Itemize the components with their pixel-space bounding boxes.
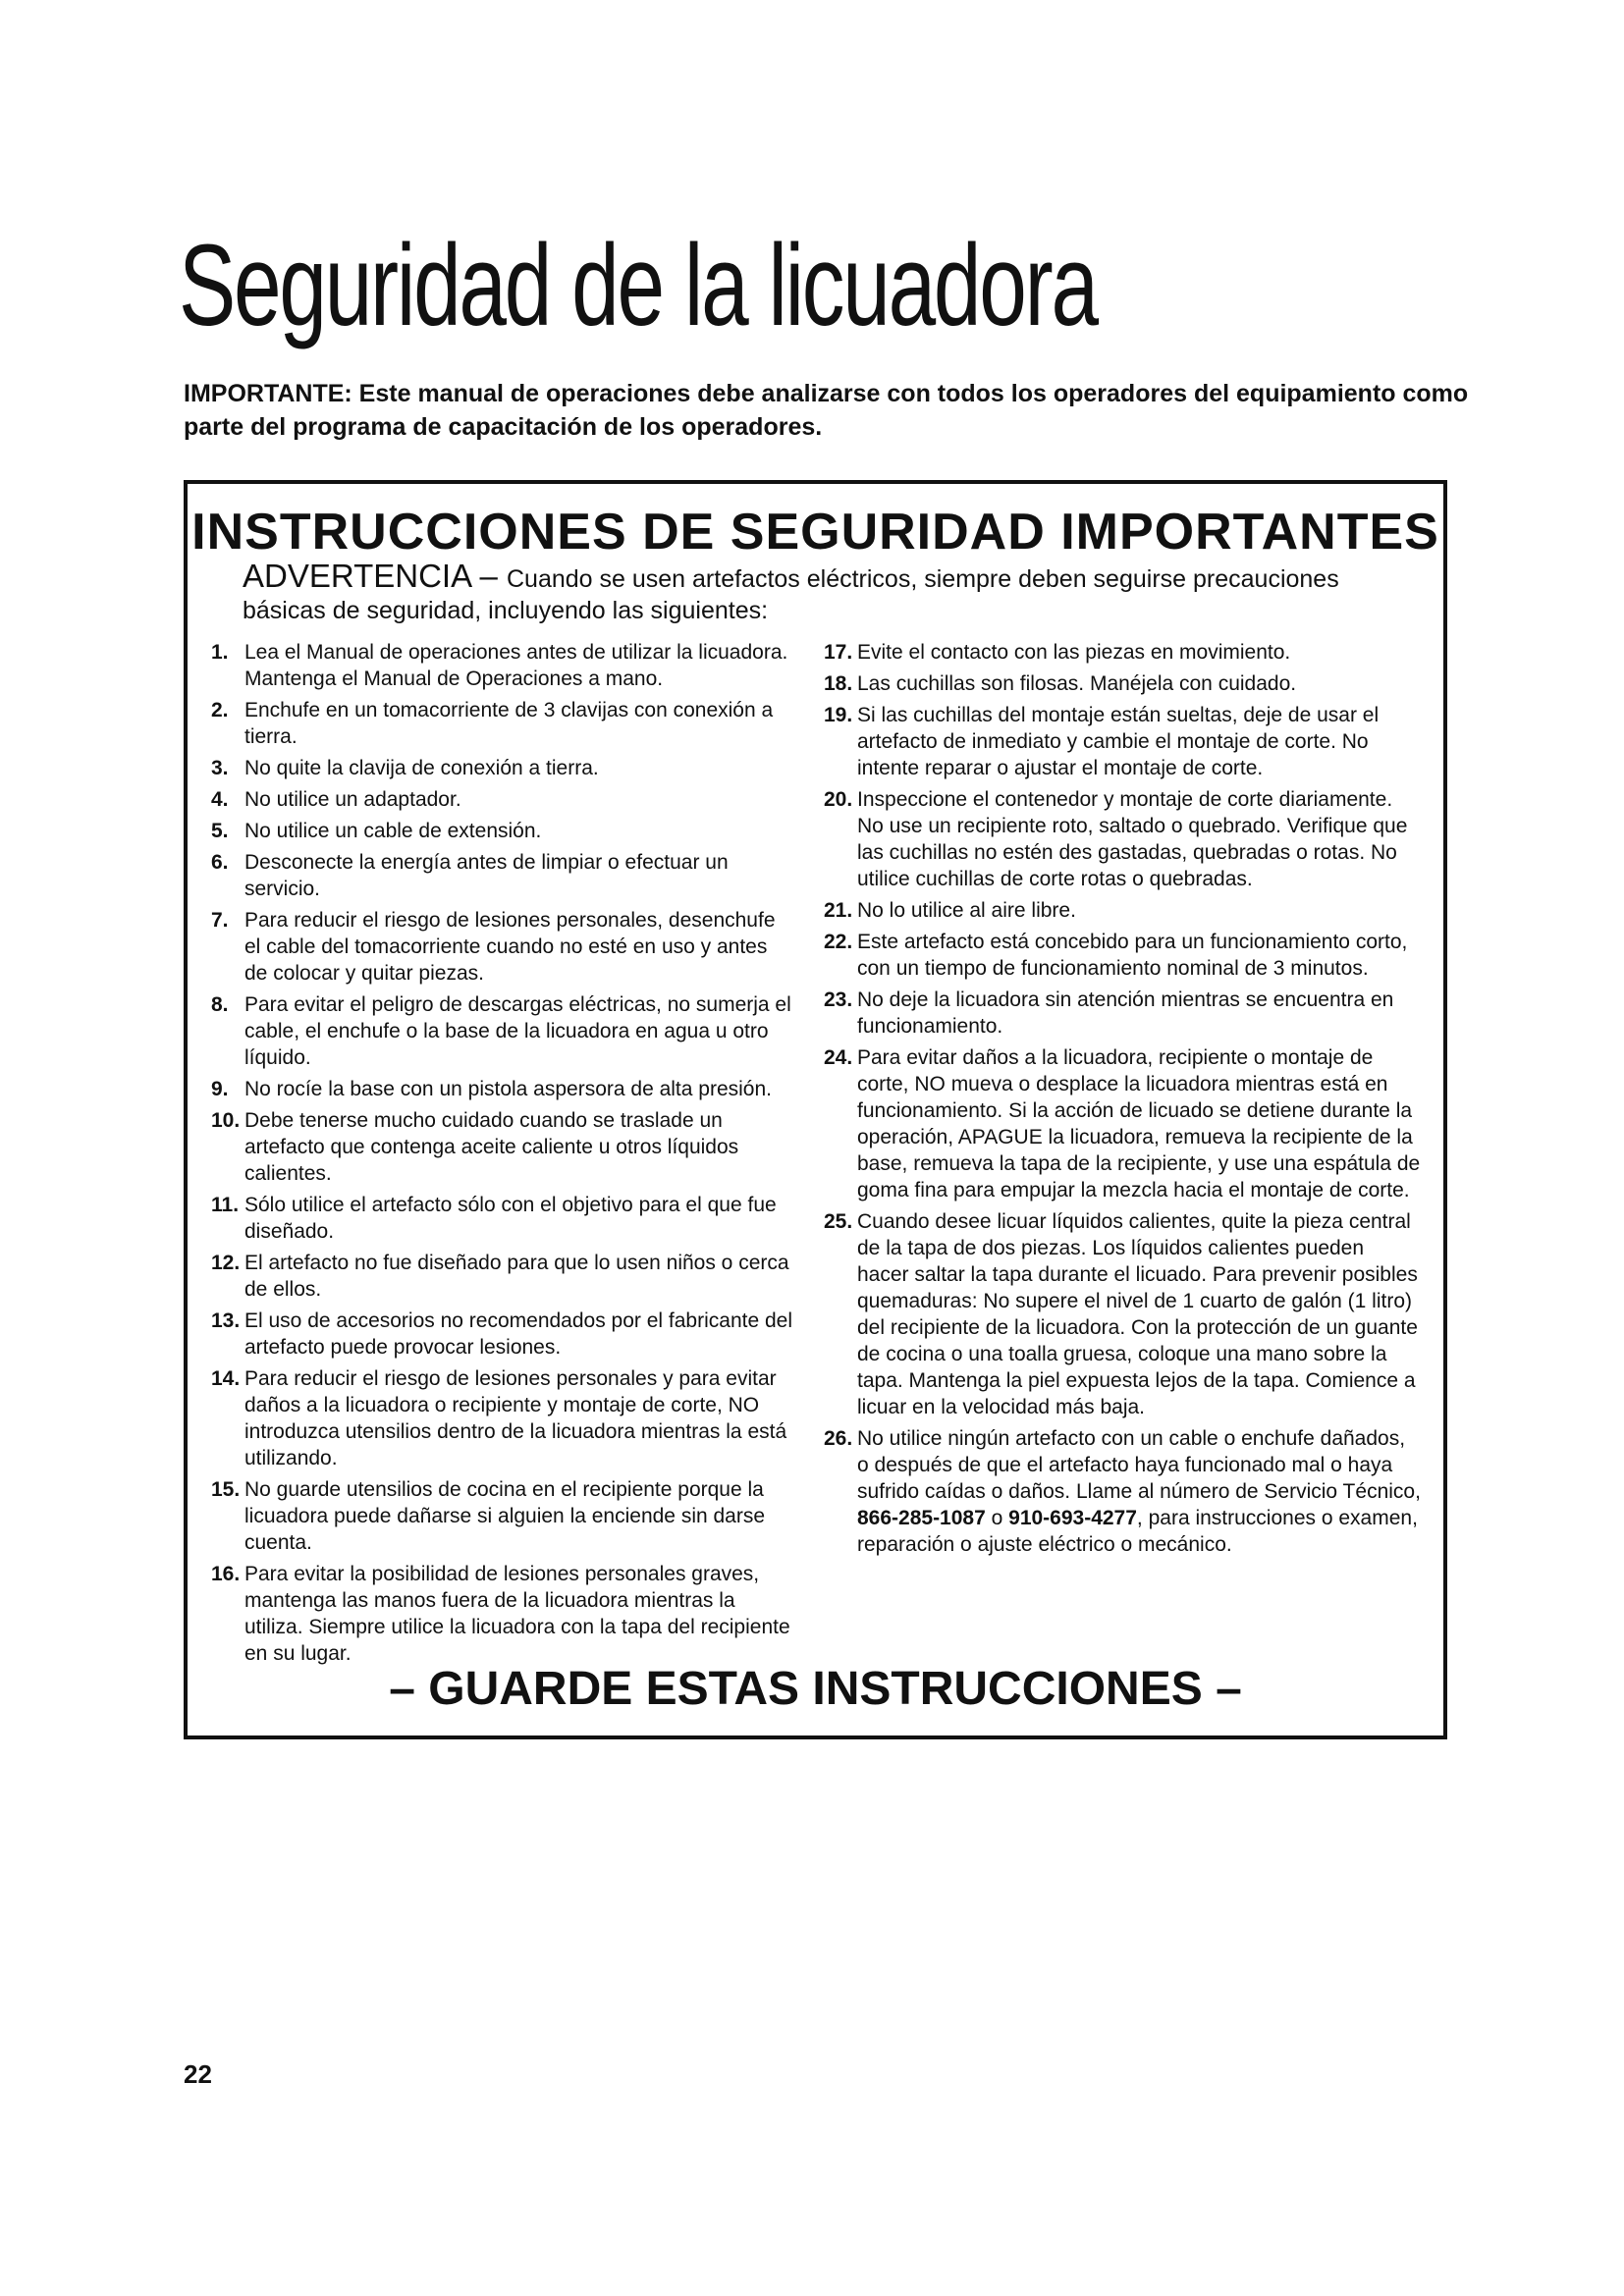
instruction-item [211, 849, 792, 902]
instruction-text [857, 1425, 1421, 1558]
instruction-number: 6. [211, 851, 229, 874]
instruction-item [211, 1365, 792, 1471]
instruction-number: 21. [824, 899, 853, 922]
instruction-number: 8. [211, 993, 229, 1016]
instruction-text: El uso de accesorios no recomendados por el fabricante del artefacto puede provocar lesiones. [244, 1309, 792, 1359]
instruction-text: Para reducir el riesgo de lesiones personales y para evitar daños a la licuadora o recipiente y montaje de corte, NO introduzca utensilios dentro de la licuadora mientras la está utilizando. [244, 1367, 787, 1469]
instruction-number: 15. [211, 1478, 241, 1501]
instruction-number: 7. [211, 909, 229, 932]
instruction-item [211, 1561, 792, 1667]
instruction-text: Desconecte la energía antes de limpiar o efectuar un servicio. [244, 851, 729, 900]
save-instructions-footer: – GUARDE ESTAS INSTRUCCIONES – [389, 1663, 1242, 1715]
instruction-text-part: No utilice ningún artefacto con un cable o enchufe dañados, o después de que el artefacto haya funcionado mal o haya sufrido caídas o daños. Llame al número de Servicio Técnico, [857, 1427, 1421, 1503]
instruction-text: No deje la licuadora sin atención mientras se encuentra en funcionamiento. [857, 988, 1394, 1038]
instruction-item [824, 1425, 1421, 1558]
instruction-number: 18. [824, 672, 853, 695]
service-phone-1: 866-285-1087 [857, 1507, 986, 1529]
instruction-number: 25. [824, 1210, 853, 1233]
instruction-item [211, 991, 792, 1071]
instruction-text: Enchufe en un tomacorriente de 3 clavijas con conexión a tierra. [244, 699, 774, 748]
page-title: Seguridad de la licuadora [179, 221, 1097, 350]
instruction-number: 10. [211, 1109, 241, 1132]
warning-text: Cuando se usen artefactos eléctricos, siempre deben seguirse precauciones básicas de seguridad, incluyendo las siguientes: [243, 565, 1339, 624]
instruction-text: Para reducir el riesgo de lesiones personales, desenchufe el cable del tomacorriente cuando no esté en uso y antes de colocar y quitar piezas. [244, 909, 776, 985]
instruction-number: 4. [211, 788, 229, 811]
instruction-number: 5. [211, 820, 229, 842]
instruction-item [824, 670, 1421, 697]
important-notice: IMPORTANTE: Este manual de operaciones debe analizarse con todos los operadores del equipamiento como parte del programa de capacitación de los operadores. [184, 380, 1469, 441]
instruction-item [211, 907, 792, 987]
instruction-text: El artefacto no fue diseñado para que lo usen niños o cerca de ellos. [244, 1252, 789, 1301]
instructions-right-column [824, 639, 1421, 1563]
instruction-number: 1. [211, 641, 229, 664]
instruction-text: Cuando desee licuar líquidos calientes, quite la pieza central de la tapa de dos piezas. Los líquidos calientes pueden hacer saltar la tapa durante el licuado. Para prevenir posibles quemaduras: No supere el nivel de 1 cuarto de galón (1 litro) del recipiente de la licuadora. Con la protección de un guante de cocina o una toalla gruesa, coloque una mano sobre la tapa. Mantenga la piel expuesta lejos de la tapa. Comience a licuar en la velocidad más baja. [857, 1210, 1418, 1418]
instruction-item [824, 897, 1421, 924]
instruction-item [824, 639, 1421, 666]
instruction-item [211, 1250, 792, 1303]
instruction-text: Lea el Manual de operaciones antes de utilizar la licuadora. Mantenga el Manual de Operaciones a mano. [244, 641, 788, 690]
instruction-item [824, 1208, 1421, 1420]
safety-instructions-box [184, 480, 1447, 1739]
page-number: 22 [184, 2059, 212, 2089]
warning-label: ADVERTENCIA [243, 558, 471, 594]
instruction-number: 3. [211, 757, 229, 779]
instruction-item [211, 755, 792, 781]
instruction-text: Si las cuchillas del montaje están sueltas, deje de usar el artefacto de inmediato y cambie el montaje de corte. No intente reparar o ajustar el montaje de corte. [857, 704, 1380, 779]
instruction-number: 14. [211, 1367, 241, 1390]
instruction-number: 2. [211, 699, 229, 721]
instruction-text: No rocíe la base con un pistola aspersora de alta presión. [244, 1078, 772, 1100]
instruction-text-part: o [985, 1507, 1009, 1529]
instruction-item [824, 702, 1421, 781]
instruction-number: 22. [824, 931, 853, 953]
instruction-text: Para evitar daños a la licuadora, recipiente o montaje de corte, NO mueva o desplace la licuadora mientras está en funcionamiento. Si la acción de licuado se detiene durante la operación, APAGUE la licuadora, remueva la recipiente de la base, remueva la tapa de la recipiente, y use una espátula de goma fina para empujar la mezcla hacia el montaje de corte. [857, 1046, 1421, 1201]
instruction-item [211, 786, 792, 813]
instruction-text: Debe tenerse mucho cuidado cuando se traslade un artefacto que contenga aceite caliente u otros líquidos calientes. [244, 1109, 739, 1185]
instruction-number: 17. [824, 641, 853, 664]
instruction-text: No lo utilice al aire libre. [857, 899, 1076, 922]
instruction-number: 13. [211, 1309, 241, 1332]
instruction-item [824, 1044, 1421, 1203]
instruction-text: No utilice un adaptador. [244, 788, 461, 811]
instruction-item [211, 697, 792, 750]
instruction-number: 16. [211, 1563, 241, 1585]
warning-paragraph [243, 558, 1401, 626]
instruction-item [824, 786, 1421, 892]
instruction-number: 12. [211, 1252, 241, 1274]
warning-dash: – [470, 558, 507, 594]
service-phone-2: 910-693-4277 [1008, 1507, 1137, 1529]
instruction-number: 11. [211, 1194, 240, 1216]
instruction-text: No utilice un cable de extensión. [244, 820, 542, 842]
instruction-item [211, 1476, 792, 1556]
instruction-text: No guarde utensilios de cocina en el recipiente porque la licuadora puede dañarse si alguien la enciende sin darse cuenta. [244, 1478, 766, 1554]
instruction-number: 24. [824, 1046, 853, 1069]
instruction-text: No quite la clavija de conexión a tierra. [244, 757, 599, 779]
instruction-text: Este artefacto está concebido para un funcionamiento corto, con un tiempo de funcionamiento nominal de 3 minutos. [857, 931, 1408, 980]
instruction-text: Para evitar la posibilidad de lesiones personales graves, mantenga las manos fuera de la licuadora mientras la utiliza. Siempre utilice la licuadora con la tapa del recipiente en su lugar. [244, 1563, 790, 1665]
instruction-text: Inspeccione el contenedor y montaje de corte diariamente. No use un recipiente roto, saltado o quebrado. Verifique que las cuchillas no estén des gastadas, quebradas o rotas. No utilice cuchillas de corte rotas o quebradas. [857, 788, 1408, 890]
instruction-text: Para evitar el peligro de descargas eléctricas, no sumerja el cable, el enchufe o la base de la licuadora en agua u otro líquido. [244, 993, 791, 1069]
instruction-item [211, 1107, 792, 1187]
instruction-text-part: , para instrucciones o examen, reparación o ajuste eléctrico o mecánico. [857, 1507, 1418, 1556]
instruction-number: 19. [824, 704, 853, 726]
instruction-item [211, 1076, 792, 1102]
instruction-item [824, 987, 1421, 1040]
instruction-number: 26. [824, 1427, 853, 1450]
instruction-item [211, 1192, 792, 1245]
instruction-item [211, 818, 792, 844]
instruction-item [211, 1308, 792, 1361]
instruction-item [211, 639, 792, 692]
instructions-left-column [211, 639, 792, 1672]
instruction-number: 9. [211, 1078, 229, 1100]
safety-heading: INSTRUCCIONES DE SEGURIDAD IMPORTANTES [191, 504, 1439, 561]
instruction-item [824, 929, 1421, 982]
instruction-number: 20. [824, 788, 853, 811]
instruction-text: Sólo utilice el artefacto sólo con el objetivo para el que fue diseñado. [244, 1194, 777, 1243]
instruction-text: Las cuchillas son filosas. Manéjela con cuidado. [857, 672, 1297, 695]
instruction-number: 23. [824, 988, 853, 1011]
instruction-text: Evite el contacto con las piezas en movimiento. [857, 641, 1291, 664]
